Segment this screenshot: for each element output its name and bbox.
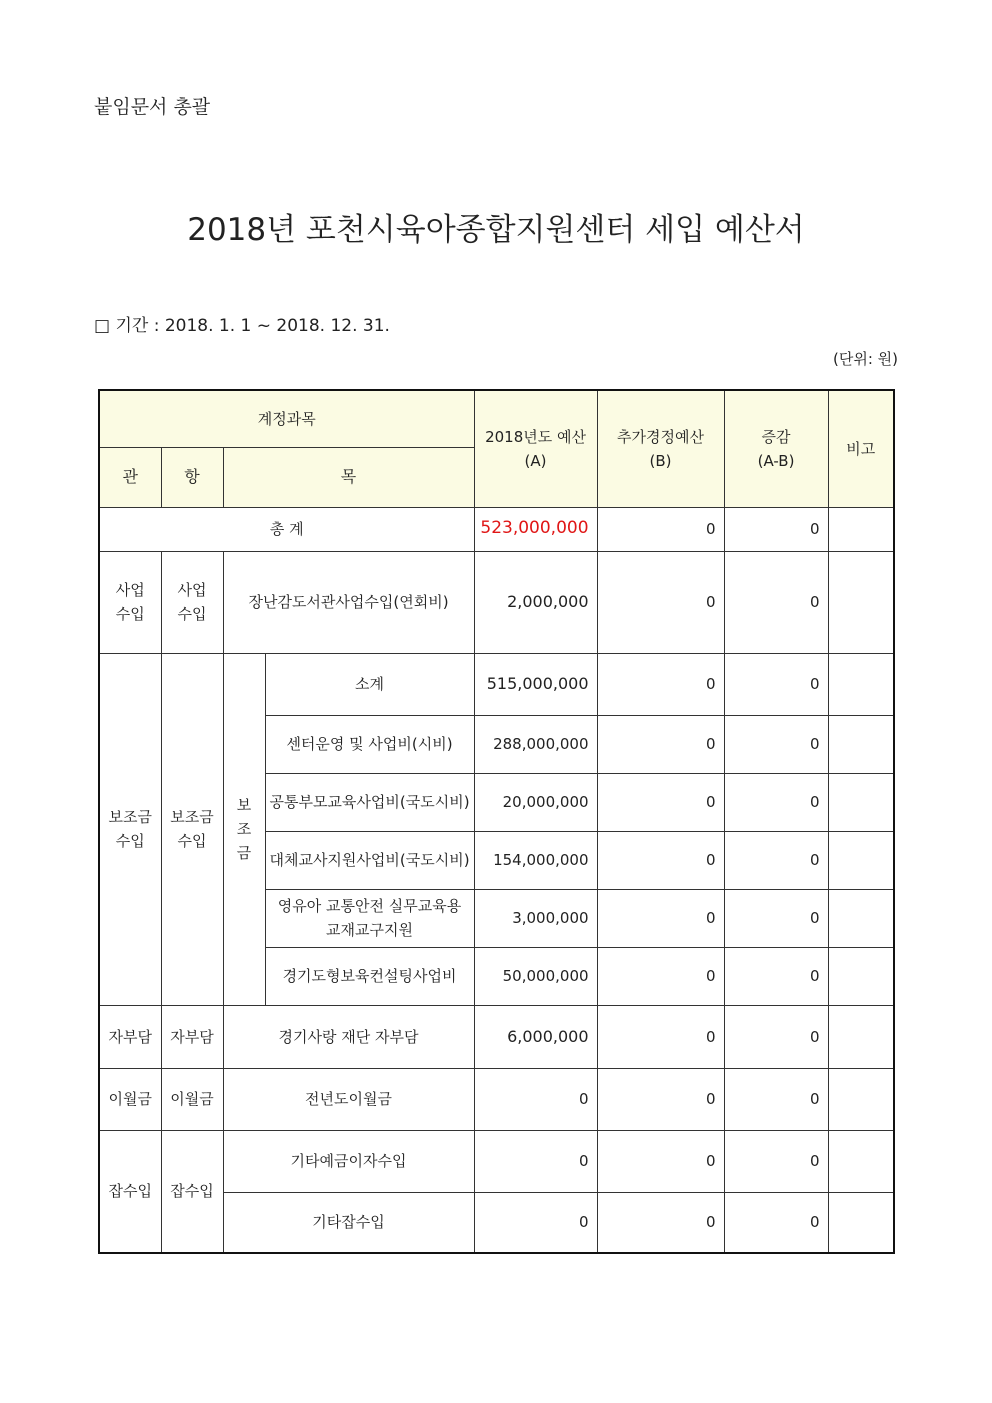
subsidy-item-difference: 0 <box>724 947 828 1005</box>
total-difference: 0 <box>724 507 828 551</box>
subsidy-item-note <box>828 947 894 1005</box>
misc-item-name: 기타예금이자수입 <box>223 1130 474 1192</box>
header-supplementary: 추가경정예산 (B) <box>597 390 724 507</box>
subsidy-item-supplementary: 0 <box>597 889 724 947</box>
total-label: 총 계 <box>99 507 474 551</box>
unit-text: (단위: 원) <box>833 350 898 368</box>
subsidy-item-difference: 0 <box>724 889 828 947</box>
subsidy-item-note <box>828 889 894 947</box>
misc-hang: 잡수입 <box>161 1130 223 1253</box>
self-burden-difference: 0 <box>724 1005 828 1068</box>
total-budget: 523,000,000 <box>474 507 597 551</box>
subsidy-item-name: 공통부모교육사업비(국도시비) <box>265 773 474 831</box>
subsidy-gwan: 보조금 수입 <box>99 653 161 1005</box>
business-budget: 2,000,000 <box>474 551 597 653</box>
business-gwan: 사업 수입 <box>99 551 161 653</box>
carryover-note <box>828 1068 894 1130</box>
header-row-1 <box>99 390 894 447</box>
carryover-hang: 이월금 <box>161 1068 223 1130</box>
misc-item-note <box>828 1192 894 1253</box>
misc-item-supplementary: 0 <box>597 1192 724 1253</box>
subsidy-item-difference: 0 <box>724 653 828 715</box>
subsidy-item-note <box>828 831 894 889</box>
header-gwan: 관 <box>99 447 161 507</box>
business-difference: 0 <box>724 551 828 653</box>
subsidy-item-difference: 0 <box>724 715 828 773</box>
misc-item-difference: 0 <box>724 1192 828 1253</box>
self-burden-supplementary: 0 <box>597 1005 724 1068</box>
misc-gwan: 잡수입 <box>99 1130 161 1253</box>
subsidy-item-name: 영유아 교통안전 실무교육용 교재교구지원 <box>265 889 474 947</box>
subsidy-item-difference: 0 <box>724 831 828 889</box>
business-supplementary: 0 <box>597 551 724 653</box>
subsidy-item-supplementary: 0 <box>597 715 724 773</box>
misc-item-budget: 0 <box>474 1130 597 1192</box>
business-note <box>828 551 894 653</box>
header-note: 비고 <box>828 390 894 507</box>
misc-item-name: 기타잡수입 <box>223 1192 474 1253</box>
subsidy-item-supplementary: 0 <box>597 831 724 889</box>
total-note <box>828 507 894 551</box>
header-budget: 2018년도 예산 (A) <box>474 390 597 507</box>
self-burden-note <box>828 1005 894 1068</box>
header-account: 계정과목 <box>99 390 474 447</box>
self-burden-row <box>99 1005 894 1068</box>
subsidy-item-supplementary: 0 <box>597 773 724 831</box>
carryover-budget: 0 <box>474 1068 597 1130</box>
misc-item-note <box>828 1130 894 1192</box>
subsidy-item-budget: 515,000,000 <box>474 653 597 715</box>
business-mok: 장난감도서관사업수입(연회비) <box>223 551 474 653</box>
self-burden-hang: 자부담 <box>161 1005 223 1068</box>
subsidy-item-budget: 50,000,000 <box>474 947 597 1005</box>
header-mok: 목 <box>223 447 474 507</box>
subsidy-item-difference: 0 <box>724 773 828 831</box>
header-hang: 항 <box>161 447 223 507</box>
self-burden-mok: 경기사랑 재단 자부담 <box>223 1005 474 1068</box>
misc-item-supplementary: 0 <box>597 1130 724 1192</box>
subsidy-item-name: 센터운영 및 사업비(시비) <box>265 715 474 773</box>
misc-item-difference: 0 <box>724 1130 828 1192</box>
self-burden-gwan: 자부담 <box>99 1005 161 1068</box>
subsidy-item-name: 소계 <box>265 653 474 715</box>
total-row <box>99 507 894 551</box>
self-burden-budget: 6,000,000 <box>474 1005 597 1068</box>
misc-row <box>99 1130 894 1192</box>
subsidy-item-note <box>828 773 894 831</box>
carryover-mok: 전년도이월금 <box>223 1068 474 1130</box>
subsidy-item-note <box>828 653 894 715</box>
carryover-gwan: 이월금 <box>99 1068 161 1130</box>
subsidy-item-name: 대체교사지원사업비(국도시비) <box>265 831 474 889</box>
period-text: □ 기간 : 2018. 1. 1 ~ 2018. 12. 31. <box>94 316 390 336</box>
subsidy-item-name: 경기도형보육컨설팅사업비 <box>265 947 474 1005</box>
subsidy-item-budget: 20,000,000 <box>474 773 597 831</box>
misc-item-budget: 0 <box>474 1192 597 1253</box>
budget-table <box>98 389 895 1254</box>
carryover-supplementary: 0 <box>597 1068 724 1130</box>
document-title: 2018년 포천시육아종합지원센터 세입 예산서 <box>187 212 805 248</box>
business-row <box>99 551 894 653</box>
business-hang: 사업 수입 <box>161 551 223 653</box>
subsidy-hang: 보조금 수입 <box>161 653 223 1005</box>
carryover-row <box>99 1068 894 1130</box>
header-difference: 증감 (A-B) <box>724 390 828 507</box>
carryover-difference: 0 <box>724 1068 828 1130</box>
subsidy-item-budget: 154,000,000 <box>474 831 597 889</box>
subsidy-item-budget: 288,000,000 <box>474 715 597 773</box>
subsidy-row-subtotal <box>99 653 894 715</box>
subsidy-mok: 보 조 금 <box>223 653 265 1005</box>
subsidy-item-budget: 3,000,000 <box>474 889 597 947</box>
subsidy-item-supplementary: 0 <box>597 947 724 1005</box>
total-supplementary: 0 <box>597 507 724 551</box>
subsidy-item-supplementary: 0 <box>597 653 724 715</box>
subsidy-item-note <box>828 715 894 773</box>
attachment-label: 붙임문서 총괄 <box>94 96 211 118</box>
